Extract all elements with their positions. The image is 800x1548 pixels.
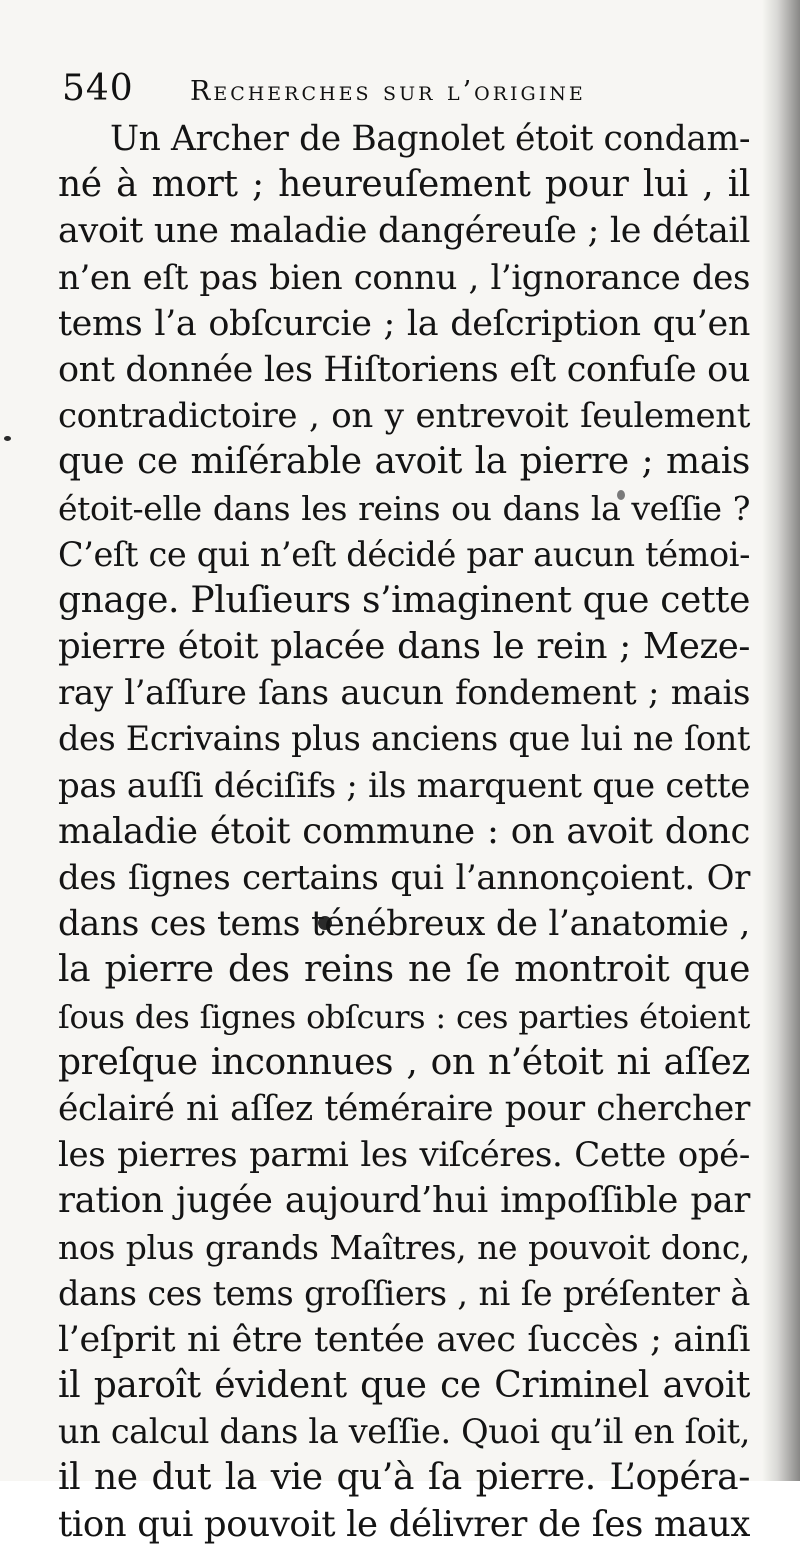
text-line: l’eſprit ni être tentée avec ſuccès ; ainſi [58,1319,750,1360]
text-line: né à mort ; heureuſement pour lui , il [58,164,750,206]
text-line: ration jugée aujourd’hui impoſſible par [58,1180,750,1222]
body-text [58,116,750,1548]
text-line: étoit-elle dans les reins ou dans la veſſie ? [58,488,750,528]
text-line: ſous des ſignes obſcurs : ces parties étoient [58,997,750,1036]
text-line: tion qui pouvoit le délivrer de ſes maux [58,1503,750,1545]
running-head-title: Recherches sur l’origine [190,76,586,107]
text-line: C’eſt ce qui n’eſt décidé par aucun témoi- [58,534,750,574]
text-line: pas auſſi déciſifs ; ils marquent que cette [58,765,750,806]
running-header [62,68,755,112]
text-line: la pierre des reins ne ſe montroit que [58,949,750,991]
text-line: il ne dut la vie qu’à ſa pierre. L’opéra- [58,1457,750,1499]
ink-speck [4,436,11,441]
text-line: maladie étoit commune : on avoit donc [58,810,750,852]
text-line: des Ecrivains plus anciens que lui ne ſont [58,719,750,759]
text-line: dans ces tems ténébreux de l’anatomie , [58,904,750,945]
text-line: contradictoire , on y entrevoit ſeulement [58,396,750,437]
text-line: que ce miſérable avoit la pierre ; mais [58,441,750,483]
text-line: des ſignes certains qui l’annonçoient. Or [58,858,750,898]
text-line: tems l’a obſcurcie ; la deſcription qu’en [58,303,750,344]
text-line: pierre étoit placée dans le rein ; Meze- [58,626,750,668]
text-line: il paroît évident que ce Criminel avoit [58,1365,750,1407]
text-line: avoit une maladie dangéreuſe ; le détail [58,211,750,252]
text-line: gnage. Pluſieurs s’imaginent que cette [58,579,750,621]
page-gutter-shadow [762,0,800,1481]
text-line: n’en eſt pas bien connu , l’ignorance des [58,257,750,298]
text-line: dans ces tems groſſiers , ni ſe préſenter à [58,1273,750,1313]
text-line: un calcul dans la veſſie. Quoi qu’il en ſoit, [58,1412,750,1452]
text-line: ont donnée les Hiſtoriens eſt confuſe ou [58,349,750,390]
page-number: 540 [62,68,134,109]
text-line: éclairé ni aſſez téméraire pour chercher [58,1088,750,1129]
text-line: les pierres parmi les viſcéres. Cette opé- [58,1135,750,1176]
text-line: nos plus grands Maîtres, ne pouvoit donc, [58,1227,750,1267]
text-line: ray l’aſſure ſans aucun fondement ; mais [58,673,750,714]
text-line: Un Archer de Bagnolet étoit condam- [110,119,751,159]
text-line: preſque inconnues , on n’étoit ni aſſez [58,1041,750,1083]
